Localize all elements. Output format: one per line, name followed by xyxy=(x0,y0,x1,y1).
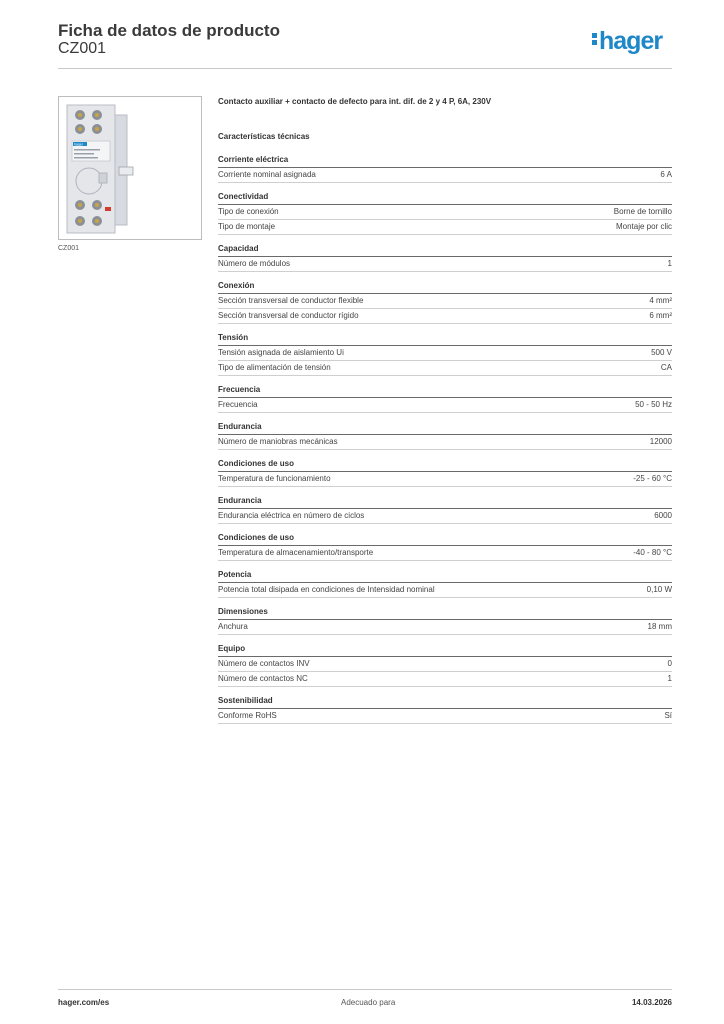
spec-section xyxy=(218,244,672,272)
spec-section xyxy=(218,385,672,413)
spec-row xyxy=(218,435,672,450)
footer-suitability-text: Adecuado para xyxy=(341,998,396,1007)
spec-value: 12000 xyxy=(649,437,672,446)
product-description: Contacto auxiliar + contacto de defecto para int. dif. de 2 y 4 P, 6A, 230V xyxy=(218,97,492,106)
spec-value: CA xyxy=(660,363,672,372)
hager-logo[interactable] xyxy=(592,29,662,54)
spec-label: Sección transversal de conductor rígido xyxy=(218,311,359,320)
spec-label: Sección transversal de conductor flexible xyxy=(218,296,364,305)
spec-label: Número de maniobras mecánicas xyxy=(218,437,338,446)
spec-row xyxy=(218,361,672,376)
spec-value: Sí xyxy=(664,711,672,720)
header-divider xyxy=(58,68,672,69)
spec-value: 500 V xyxy=(651,348,672,357)
spec-label: Tensión asignada de aislamiento Ui xyxy=(218,348,344,357)
spec-section-title: Dimensiones xyxy=(218,607,672,620)
spec-value: Montaje por clic xyxy=(615,222,672,231)
spec-section xyxy=(218,422,672,450)
spec-section-title: Condiciones de uso xyxy=(218,533,672,546)
spec-value: 18 mm xyxy=(647,622,672,631)
spec-value: 6 mm² xyxy=(649,311,672,320)
spec-section-title: Potencia xyxy=(218,570,672,583)
spec-section xyxy=(218,459,672,487)
footer-website-link[interactable]: hager.com/es xyxy=(58,998,110,1007)
spec-section-title: Endurancia xyxy=(218,422,672,435)
spec-section-title: Conexión xyxy=(218,281,672,294)
spec-section xyxy=(218,333,672,376)
logo-dots-icon xyxy=(592,31,597,47)
spec-row xyxy=(218,309,672,324)
spec-section-title: Endurancia xyxy=(218,496,672,509)
spec-value: -25 - 60 °C xyxy=(633,474,672,483)
spec-value: 4 mm² xyxy=(649,296,672,305)
spec-section-title: Corriente eléctrica xyxy=(218,155,672,168)
spec-label: Corriente nominal asignada xyxy=(218,170,316,179)
spec-row xyxy=(218,672,672,687)
spec-section xyxy=(218,155,672,183)
spec-section xyxy=(218,570,672,598)
spec-label: Endurancia eléctrica en número de ciclos xyxy=(218,511,365,520)
spec-section-title: Capacidad xyxy=(218,244,672,257)
spec-row xyxy=(218,346,672,361)
spec-section-title: Conectividad xyxy=(218,192,672,205)
spec-row xyxy=(218,398,672,413)
spec-section-title: Equipo xyxy=(218,644,672,657)
spec-section xyxy=(218,496,672,524)
page-title: Ficha de datos de producto xyxy=(58,21,280,40)
footer-divider xyxy=(58,989,672,990)
spec-row xyxy=(218,168,672,183)
spec-section xyxy=(218,607,672,635)
spec-section xyxy=(218,281,672,324)
spec-value: 50 - 50 Hz xyxy=(635,400,672,409)
spec-section xyxy=(218,644,672,687)
spec-section xyxy=(218,533,672,561)
spec-value: 1 xyxy=(667,259,672,268)
spec-section xyxy=(218,696,672,724)
spec-label: Número de módulos xyxy=(218,259,291,268)
specifications-panel xyxy=(218,97,672,724)
spec-label: Frecuencia xyxy=(218,400,258,409)
spec-value: -40 - 80 °C xyxy=(633,548,672,557)
spec-label: Tipo de alimentación de tensión xyxy=(218,363,331,372)
image-brand-text: hager xyxy=(74,142,83,147)
spec-value: 6000 xyxy=(654,511,672,520)
spec-label: Conforme RoHS xyxy=(218,711,277,720)
spec-section-title: Tensión xyxy=(218,333,672,346)
spec-row xyxy=(218,657,672,672)
spec-value: 0,10 W xyxy=(646,585,672,594)
spec-row xyxy=(218,620,672,635)
spec-section xyxy=(218,192,672,235)
product-image xyxy=(58,96,202,240)
logo-text: hager xyxy=(599,27,663,55)
spec-row xyxy=(218,472,672,487)
spec-row xyxy=(218,546,672,561)
spec-section-title: Condiciones de uso xyxy=(218,459,672,472)
spec-row xyxy=(218,509,672,524)
spec-label: Número de contactos NC xyxy=(218,674,308,683)
spec-value: Borne de tornillo xyxy=(613,207,672,216)
product-code: CZ001 xyxy=(58,40,107,57)
footer-date: 14.03.2026 xyxy=(631,998,672,1007)
spec-row xyxy=(218,583,672,598)
technical-characteristics-title: Características técnicas xyxy=(218,132,310,141)
modular-contact-device-icon xyxy=(59,97,201,239)
spec-value: 6 A xyxy=(660,170,672,179)
spec-label: Tipo de conexión xyxy=(218,207,279,216)
spec-value: 1 xyxy=(667,674,672,683)
spec-row xyxy=(218,709,672,724)
spec-label: Número de contactos INV xyxy=(218,659,310,668)
spec-label: Anchura xyxy=(218,622,248,631)
spec-section-title: Sostenibilidad xyxy=(218,696,672,709)
spec-row xyxy=(218,205,672,220)
spec-label: Tipo de montaje xyxy=(218,222,276,231)
image-caption: CZ001 xyxy=(58,245,80,252)
spec-row xyxy=(218,257,672,272)
spec-section-title: Frecuencia xyxy=(218,385,672,398)
spec-label: Temperatura de almacenamiento/transporte xyxy=(218,548,374,557)
spec-row xyxy=(218,294,672,309)
spec-label: Potencia total disipada en condiciones de Intensidad nominal xyxy=(218,585,435,594)
spec-value: 0 xyxy=(667,659,672,668)
spec-label: Temperatura de funcionamiento xyxy=(218,474,331,483)
spec-row xyxy=(218,220,672,235)
